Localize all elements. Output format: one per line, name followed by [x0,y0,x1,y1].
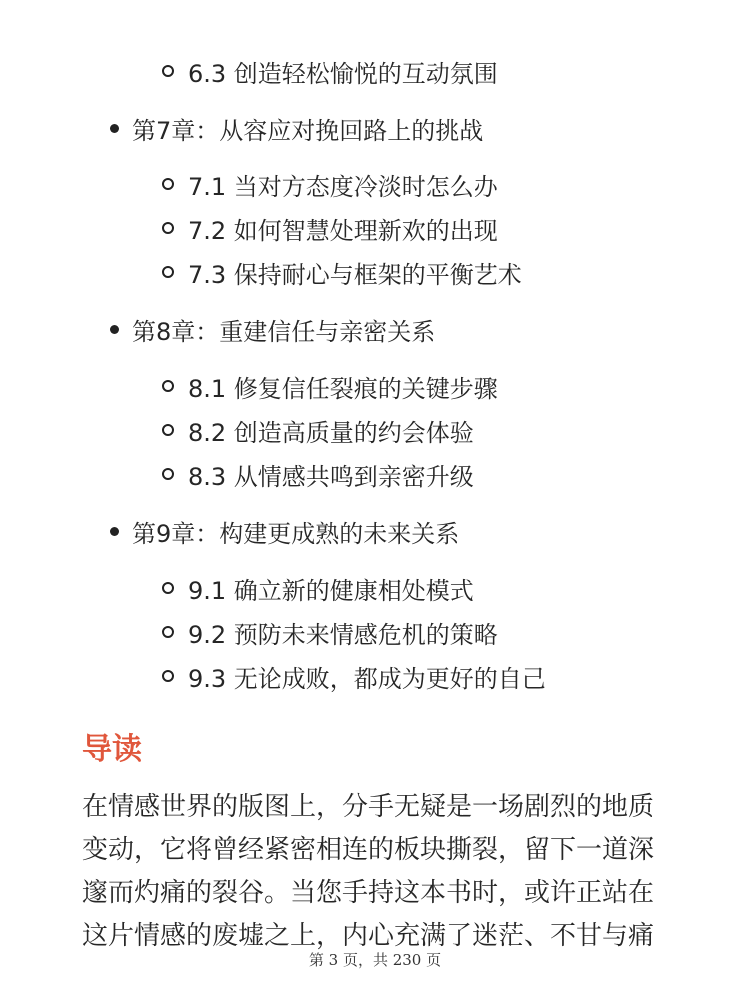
toc-chapter-label: 第8章：重建信任与亲密关系 [132,317,436,346]
paragraph-line: 变动，它将曾经紧密相连的板块撕裂，留下一道深 [82,835,655,865]
toc-chapter-label: 第9章：构建更成熟的未来关系 [132,519,460,548]
hollow-bullet-icon [162,582,174,594]
hollow-bullet-icon [162,424,174,436]
paragraph-line: 这片情感的废墟之上，内心充满了迷茫、不甘与痛 [82,921,655,951]
filled-bullet-icon [110,325,119,334]
toc-chapter-8[interactable] [110,309,435,349]
hollow-bullet-icon [162,266,174,278]
toc-section-label: 9.3 无论成败，都成为更好的自己 [188,664,546,693]
toc-section-label: 7.3 保持耐心与框架的平衡艺术 [188,260,522,289]
toc-section-9-3[interactable] [162,656,546,696]
toc-section-label: 8.1 修复信任裂痕的关键步骤 [188,374,498,403]
toc-section-7-1[interactable] [162,164,498,204]
toc-section-8-2[interactable] [162,410,474,450]
toc-section-label: 7.2 如何智慧处理新欢的出现 [188,216,498,245]
section-heading-intro: 导读 [82,732,142,767]
hollow-bullet-icon [162,670,174,682]
toc-section-8-1[interactable] [162,366,498,406]
toc-section-8-3[interactable] [162,454,474,494]
toc-section-7-3[interactable] [162,252,522,292]
toc-section-label: 7.1 当对方态度冷淡时怎么办 [188,172,498,201]
intro-paragraph [82,786,682,958]
toc-chapter-7[interactable] [110,108,483,148]
toc-section-label: 8.2 创造高质量的约会体验 [188,418,474,447]
filled-bullet-icon [110,527,119,536]
hollow-bullet-icon [162,65,174,77]
toc-section-6-3[interactable] [162,51,498,91]
toc-section-7-2[interactable] [162,208,498,248]
hollow-bullet-icon [162,626,174,638]
toc-section-9-2[interactable] [162,612,498,652]
toc-section-label: 6.3 创造轻松愉悦的互动氛围 [188,59,498,88]
hollow-bullet-icon [162,178,174,190]
hollow-bullet-icon [162,468,174,480]
hollow-bullet-icon [162,380,174,392]
filled-bullet-icon [110,124,119,133]
toc-chapter-label: 第7章：从容应对挽回路上的挑战 [132,116,484,145]
toc-section-label: 8.3 从情感共鸣到亲密升级 [188,462,474,491]
page-number-footer: 第 3 页，共 230 页 [308,951,442,969]
hollow-bullet-icon [162,222,174,234]
toc-section-9-1[interactable] [162,568,474,608]
toc-section-label: 9.1 确立新的健康相处模式 [188,576,474,605]
paragraph-line: 邃而灼痛的裂谷。当您手持这本书时，或许正站在 [82,878,655,908]
paragraph-line: 在情感世界的版图上，分手无疑是一场剧烈的地质 [82,792,655,822]
toc-section-label: 9.2 预防未来情感危机的策略 [188,620,498,649]
toc-chapter-9[interactable] [110,511,459,551]
